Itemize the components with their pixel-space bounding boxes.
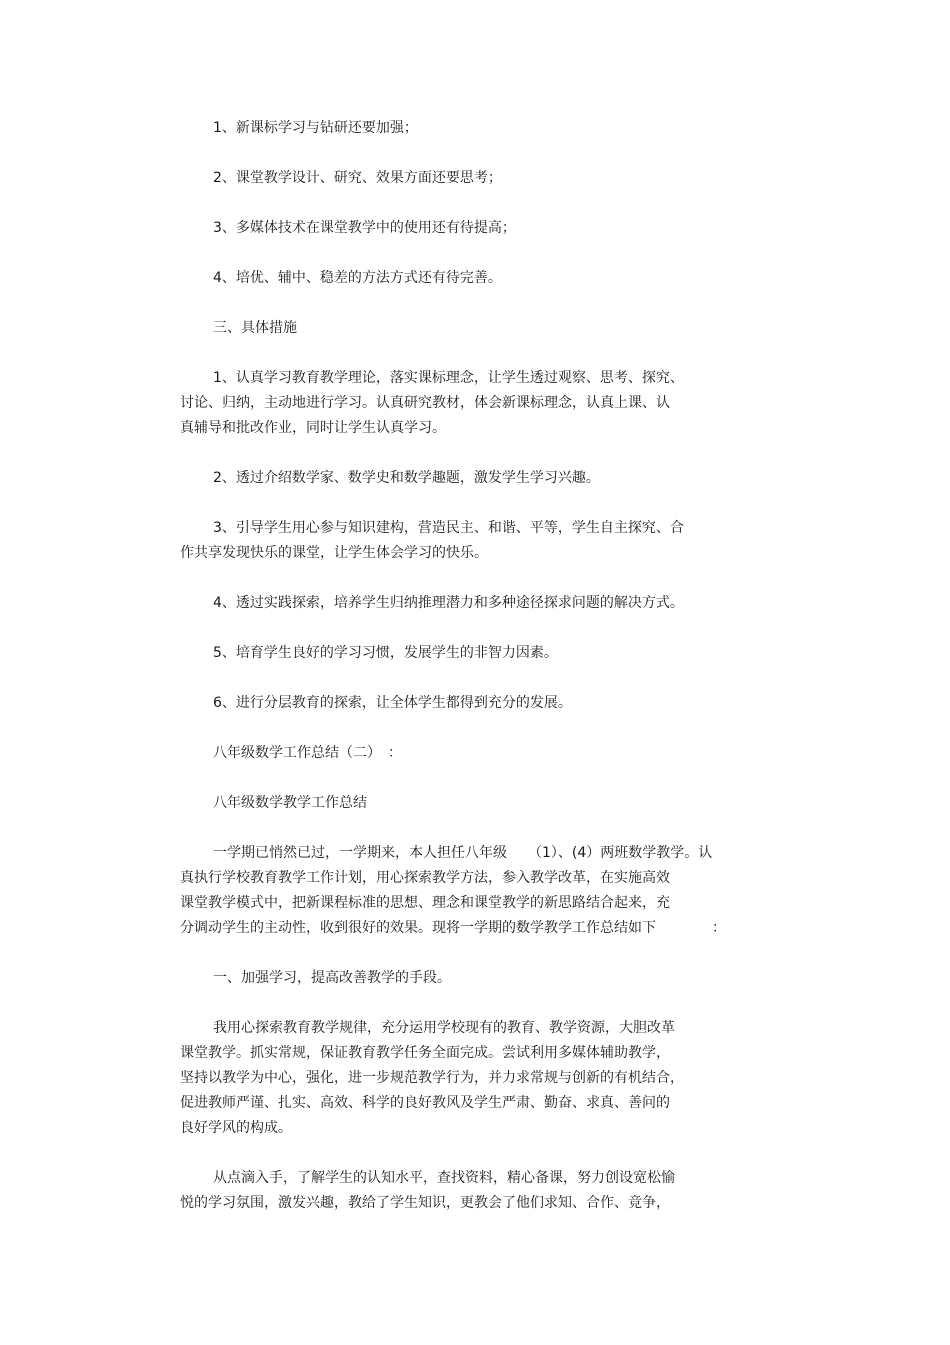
text-line: 悦的学习氛围，激发兴趣，教给了学生知识，更教会了他们求知、合作、竞争， bbox=[180, 1195, 670, 1211]
section-heading-measures bbox=[180, 316, 760, 341]
paragraph-measure-1 bbox=[180, 366, 760, 441]
text-line: 八年级数学工作总结（二） ： bbox=[213, 745, 402, 761]
paragraph-4 bbox=[180, 266, 760, 291]
paragraph-measure-5 bbox=[180, 641, 760, 666]
paragraph-3 bbox=[180, 216, 760, 241]
section-heading-study bbox=[180, 966, 760, 991]
paragraph-measure-4 bbox=[180, 591, 760, 616]
paragraph-study-2 bbox=[180, 1166, 760, 1216]
text-line: 促进教师严谨、扎实、高效、科学的良好教风及学生严肃、勤奋、求真、善问的 bbox=[180, 1095, 670, 1111]
text-line: 2、课堂教学设计、研究、效果方面还要思考； bbox=[213, 170, 502, 186]
paragraph-intro bbox=[180, 841, 760, 941]
text-line: 良好学风的构成。 bbox=[180, 1120, 292, 1136]
section-heading-summary-2 bbox=[180, 741, 760, 766]
text-line: 4、透过实践探索，培养学生归纳推理潜力和多种途径探求问题的解决方式。 bbox=[213, 595, 684, 611]
text-line: 6、进行分层教育的探索，让全体学生都得到充分的发展。 bbox=[213, 695, 572, 711]
text-line: 1、认真学习教育教学理论，落实课标理念，让学生透过观察、思考、探究、 bbox=[213, 370, 684, 386]
text-line: 从点滴入手，了解学生的认知水平，查找资料，精心备课，努力创设宽松愉 bbox=[213, 1170, 675, 1186]
text-line: 2、透过介绍数学家、数学史和数学趣题，激发学生学习兴趣。 bbox=[213, 470, 600, 486]
text-line: 课堂教学模式中，把新课程标准的思想、理念和课堂教学的新思路结合起来，充 bbox=[180, 895, 670, 911]
paragraph-1 bbox=[180, 116, 760, 141]
paragraph-measure-2 bbox=[180, 466, 760, 491]
text-line: 真执行学校教育教学工作计划，用心探索教学方法，参入教学改革，在实施高效 bbox=[180, 870, 670, 886]
text-line: 4、培优、辅中、稳差的方法方式还有待完善。 bbox=[213, 270, 502, 286]
text-line: 5、培育学生良好的学习习惯，发展学生的非智力因素。 bbox=[213, 645, 558, 661]
text-line: 3、多媒体技术在课堂教学中的使用还有待提高； bbox=[213, 220, 516, 236]
text-line: 分调动学生的主动性，收到很好的效果。现将一学期的数学教学工作总结如下 ： bbox=[180, 920, 726, 936]
text-line: 1、新课标学习与钻研还要加强； bbox=[213, 120, 418, 136]
text-line: 坚持以教学为中心，强化，进一步规范教学行为，并力求常规与创新的有机结合， bbox=[180, 1070, 684, 1086]
paragraph-measure-6 bbox=[180, 691, 760, 716]
text-line: 一、加强学习，提高改善教学的手段。 bbox=[213, 970, 451, 986]
paragraph-measure-3 bbox=[180, 516, 760, 566]
text-line: 课堂教学。抓实常规，保证教育教学任务全面完成。尝试利用多媒体辅助教学， bbox=[180, 1045, 670, 1061]
text-line: 我用心探索教育教学规律，充分运用学校现有的教育、教学资源，大胆改革 bbox=[213, 1020, 675, 1036]
paragraph-study-1 bbox=[180, 1016, 760, 1141]
text-line: 3、引导学生用心参与知识建构，营造民主、和谐、平等，学生自主探究、合 bbox=[213, 520, 684, 536]
paragraph-2 bbox=[180, 166, 760, 191]
document-subtitle bbox=[180, 791, 760, 816]
text-line: 八年级数学教学工作总结 bbox=[213, 795, 367, 811]
text-line: 三、具体措施 bbox=[213, 320, 297, 336]
text-line: 作共享发现快乐的课堂，让学生体会学习的快乐。 bbox=[180, 545, 488, 561]
text-line: 真辅导和批改作业，同时让学生认真学习。 bbox=[180, 420, 446, 436]
text-line: 一学期已悄然已过，一学期来，本人担任八年级 （1）、(4）两班数学教学。认 bbox=[213, 845, 713, 861]
text-line: 讨论、归纳，主动地进行学习。认真研究教材，体会新课标理念，认真上课、认 bbox=[180, 395, 670, 411]
